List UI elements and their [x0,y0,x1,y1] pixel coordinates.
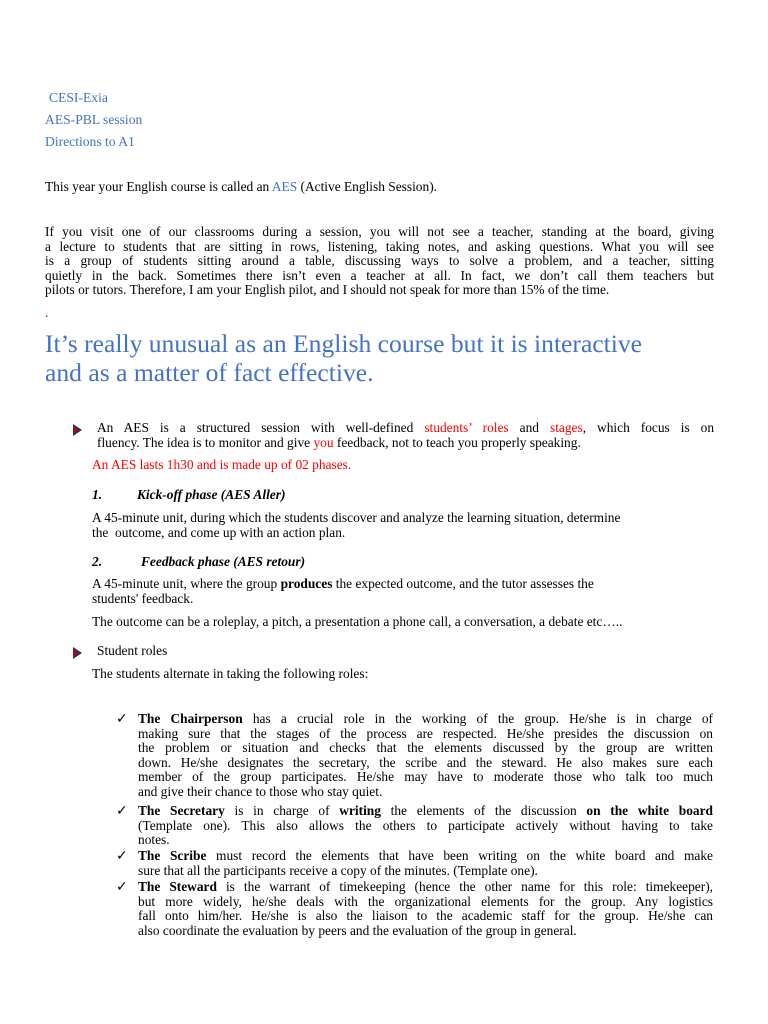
headline [45,329,735,387]
role-first-line: The Chairperson has a crucial role in the working of the group. He/she is in charge of [138,711,713,726]
stray-dot: . [45,305,49,320]
role-name: The Secretary [138,803,225,818]
aes-bullet-text [97,421,714,450]
checkmark-icon: ✓ [116,879,128,895]
role-chairperson [138,712,713,800]
phase2-line1: A 45-minute unit, where the group produces the expected outcome, and the tutor assesses the [92,576,594,591]
role-line: (Template one). This also allows the others to participate actively without having to take [138,817,713,833]
students-roles-highlight: students’ roles [424,420,509,435]
produces-bold: produces [280,576,333,591]
you-highlight: you [313,434,334,450]
phase1-text [92,511,714,540]
role-secretary [138,804,713,848]
intro-line [45,180,437,195]
role-first-line: The Steward is the warrant of timekeeping (hence the other name for this role: timekeeper), [138,879,713,894]
phase1-number: 1. [92,487,103,502]
role-line: the problem or situation and checks that the elements discussed by the group are written [138,740,713,756]
header-directions: Directions to A1 [45,134,135,149]
paragraph-line: a lecture to students that are sitting in rows, listening, taking notes, and asking questions. What you will see [45,238,714,254]
writing-bold: writing [339,803,381,818]
outcome-line: The outcome can be a roleplay, a pitch, a presentation a phone call, a conversation, a debate etc….. [92,614,623,629]
role-line: sure that all the participants receive a copy of the minutes. (Template one). [138,862,538,878]
stages-highlight: stages [549,420,583,435]
checkmark-icon: ✓ [116,848,128,864]
white-board-bold: on the white board [586,803,713,818]
role-first-line: The Secretary is in charge of writing the elements of the discussion on the white board [138,803,713,818]
intro-post: (Active English Session). [297,179,437,194]
role-line: member of the group participates. He/she may have to moderate those who talk too much [138,769,713,785]
role-line: down. He/she designates the secretary, the scribe and the steward. He also makes sure each [138,754,713,770]
role-line: fall onto him/her. He/she is also the liaison to the academic staff for the group. He/she can [138,908,713,924]
arrow-bullet-icon [73,647,81,659]
aes-bullet-line2: fluency. The idea is to monitor and give you feedback, not to teach you properly speaking. [97,434,581,450]
header-school: CESI-Exia [49,90,108,105]
headline-line: It’s really unusual as an English course but it is interactive [45,329,643,358]
role-name: The Chairperson [138,711,243,726]
role-line: and give their chance to those who stay quiet. [138,783,383,799]
header-session: AES-PBL session [45,112,143,127]
intro-aes: AES [271,179,298,194]
phase1-title: Kick-off phase (AES Aller) [137,487,286,502]
role-scribe [138,849,713,878]
roles-intro: The students alternate in taking the following roles: [92,666,369,681]
role-name: The Steward [138,879,217,894]
paragraph-line: quietly in the back. Sometimes there isn’t even a teacher at all. In fact, we don’t call them teachers but [45,267,714,283]
arrow-bullet-icon [73,424,81,436]
checkmark-icon: ✓ [116,711,128,727]
phase2-number: 2. [92,554,103,569]
classroom-paragraph [45,225,714,298]
role-steward [138,880,713,938]
student-roles-heading: Student roles [97,643,168,658]
role-name: The Scribe [138,848,207,863]
aes-bullet-line1: An AES is a structured session with well-defined students’ roles and stages, which focus is on [97,420,715,435]
phase2-line2: students' feedback. [92,590,194,606]
role-line: but more widely, he/she deals with the organizational elements for the group. Any logistics [138,893,713,909]
checkmark-icon: ✓ [116,803,128,819]
role-line: making sure that the stages of the process are respected. He/she presides the discussion on [138,725,713,741]
paragraph-line: If you visit one of our classrooms during a session, you will not see a teacher, standing at the board, giving [45,224,714,239]
paragraph-line: pilots or tutors. Therefore, I am your English pilot, and I should not speak for more than 15% of the time. [45,282,610,298]
role-line: notes. [138,832,170,848]
intro-pre: This year your English course is called an [45,179,272,194]
paragraph-line: is a group of students sitting around a table, discussing ways to solve a problem, and a teacher, sitting [45,253,714,269]
phase2-text [92,577,714,606]
role-first-line: The Scribe must record the elements that have been writing on the white board and make [138,848,713,863]
phase1-line: the outcome, and come up with an action plan. [92,524,346,540]
role-line: also coordinate the evaluation by peers and the evaluation of the group in general. [138,922,577,938]
headline-line: and as a matter of fact effective. [45,358,374,387]
aes-duration: An AES lasts 1h30 and is made up of 02 phases. [92,457,352,472]
phase2-title: Feedback phase (AES retour) [141,554,306,569]
phase1-line: A 45-minute unit, during which the students discover and analyze the learning situation, determine [92,510,621,525]
